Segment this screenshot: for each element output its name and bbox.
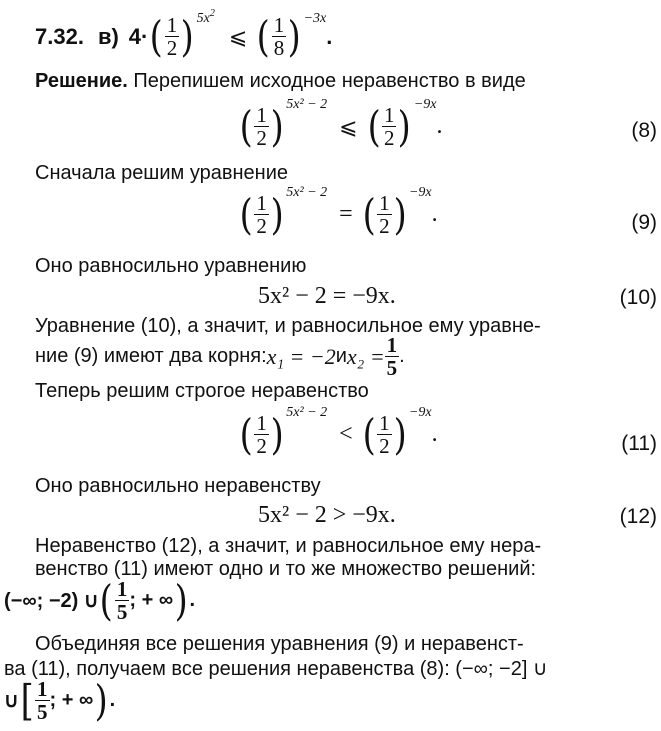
fraction-one-fifth: $\frac{1}{5}$ — [386, 333, 398, 380]
fraction: $\frac{1}{2}$ — [383, 103, 395, 150]
equation-tag-9: (9) — [631, 211, 657, 234]
solution-intro — [35, 70, 526, 93]
left-paren: ( — [149, 11, 164, 61]
period: . — [431, 421, 438, 447]
problem-part: в) — [97, 23, 119, 49]
right-paren: ) — [270, 409, 284, 459]
equation-12: 5x² − 2 > −9x. — [258, 502, 396, 528]
equation-8 — [238, 96, 443, 151]
right-paren: ) — [174, 575, 188, 625]
problem-header — [35, 7, 333, 61]
fraction: $\frac{1}{2}$ — [256, 191, 267, 238]
interval-left: (−∞; −2) ∪ — [4, 590, 99, 612]
period: . — [399, 345, 405, 367]
exponent-left: 5x² − 2 — [286, 96, 328, 112]
right-paren: ) — [393, 409, 407, 459]
interval-right: ; + ∞ — [49, 689, 94, 711]
period: . — [431, 201, 438, 227]
solution-set-interval — [4, 575, 196, 625]
equation-tag-11: (11) — [621, 432, 657, 455]
right-paren: ) — [398, 101, 412, 151]
exponent-2: −3x — [303, 10, 327, 26]
fraction: $\frac{1}{2}$ — [379, 191, 390, 238]
sentence-solve-equation: Сначала решим уравнение — [35, 162, 288, 184]
left-paren: ( — [362, 189, 376, 239]
sentence-conclusion-line2: ва (11), получаем все решения неравенства (8): (−∞; −2] ∪ — [4, 658, 548, 680]
root-x1: x₁ = −2 — [266, 343, 336, 369]
equation-tag-12: (12) — [619, 505, 657, 528]
exponent-right: −9x — [413, 96, 437, 112]
union-sign: ∪ — [4, 690, 19, 712]
sentence-solution-set-line1: Неравенство (12), а значит, и равносильное ему нера- — [35, 535, 542, 557]
left-paren: ( — [239, 409, 253, 459]
solution-text: Перепишем исходное неравенство в виде — [127, 70, 526, 92]
equation-9 — [238, 184, 438, 239]
right-paren: ) — [287, 11, 301, 61]
right-paren: ) — [270, 189, 284, 239]
exponent-right: −9x — [408, 404, 432, 420]
exponent-left: 5x² − 2 — [286, 404, 328, 420]
interval-right: ; + ∞ — [129, 589, 174, 611]
period: . — [326, 23, 333, 49]
left-paren: ( — [256, 11, 271, 61]
left-paren: ( — [239, 189, 253, 239]
equation-tag-10: (10) — [619, 286, 657, 309]
fraction: $\frac{1}{2}$ — [379, 411, 390, 458]
relation-sign: < — [339, 421, 353, 447]
solution-label: Решение. — [35, 70, 128, 92]
relation-sign: ⩽ — [339, 113, 358, 139]
equation-10: 5x² − 2 = −9x. — [258, 283, 396, 309]
period: . — [189, 589, 196, 611]
left-paren: ( — [362, 409, 376, 459]
exponent-right: −9x — [408, 184, 432, 200]
exponent-1: $5x^2$ — [196, 7, 215, 26]
coefficient: 4· — [128, 23, 149, 49]
right-paren: ) — [180, 11, 195, 61]
fraction-one-fifth: $\frac{1}{5}$ — [37, 677, 48, 724]
sentence-roots-line2 — [35, 334, 405, 379]
leq-sign: ⩽ — [228, 23, 248, 49]
sentence-conclusion-line1: Объединяя все решения уравнения (9) и неравенст- — [35, 633, 524, 655]
period: . — [109, 689, 116, 711]
fraction: $\frac{1}{2}$ — [256, 103, 267, 150]
left-bracket: [ — [20, 675, 34, 725]
left-paren: ( — [367, 101, 381, 151]
fraction-one-half: $\frac{1}{2}$ — [166, 13, 178, 60]
equation-11 — [238, 404, 438, 459]
sentence-roots-line1: Уравнение (10), а значит, и равносильное ему уравне- — [35, 315, 541, 337]
right-paren: ) — [270, 101, 284, 151]
sentence-equivalent-inequality: Оно равносильно неравенству — [35, 475, 321, 497]
and-word: и — [335, 345, 347, 367]
fraction-one-fifth: $\frac{1}{5}$ — [116, 577, 128, 624]
left-paren: ( — [100, 575, 114, 625]
roots-text: ние (9) имеют два корня: — [35, 345, 267, 367]
period: . — [436, 113, 443, 139]
left-paren: ( — [239, 101, 253, 151]
sentence-solution-set-line2: венство (11) имеют одно и то же множество решений: — [35, 558, 537, 580]
equation-tag-8: (8) — [631, 119, 657, 142]
final-interval — [4, 675, 116, 725]
sentence-equivalent-equation: Оно равносильно уравнению — [35, 255, 307, 277]
root-x2: x₂ = — [346, 343, 385, 369]
right-paren: ) — [393, 189, 407, 239]
relation-sign: = — [339, 201, 353, 227]
right-paren: ) — [94, 675, 109, 725]
exponent-left: 5x² − 2 — [286, 184, 328, 200]
fraction-one-eighth: $\frac{1}{8}$ — [273, 13, 285, 60]
problem-number: 7.32. — [35, 23, 84, 49]
sentence-strict-inequality: Теперь решим строгое неравенство — [35, 380, 369, 402]
fraction: $\frac{1}{2}$ — [256, 411, 267, 458]
